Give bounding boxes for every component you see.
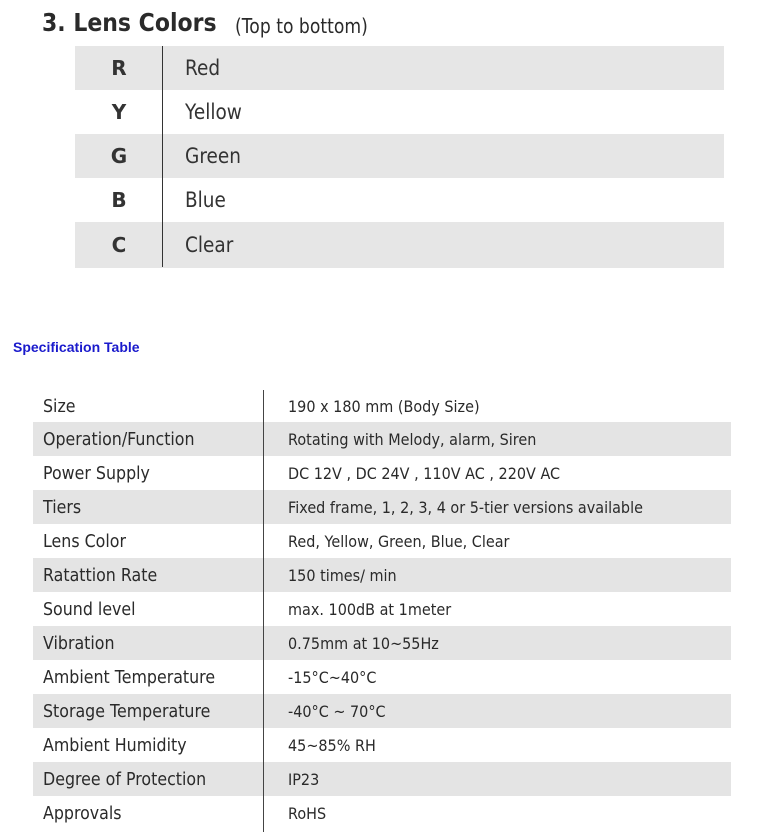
spec-value: DC 12V , DC 24V , 110V AC , 220V AC [288,463,561,483]
spec-table-divider [263,390,264,832]
spec-row-power-supply [33,456,731,490]
lens-code: R [111,56,127,80]
lens-name: Green [185,144,241,168]
spec-label: Ratattion Rate [43,564,158,586]
spec-row-ambient-humidity [33,728,731,762]
spec-table [33,390,731,830]
spec-label: Power Supply [43,462,150,484]
lens-name: Yellow [185,100,242,124]
spec-label: Ambient Temperature [43,666,216,688]
lens-code: G [110,144,128,168]
lens-colors-heading [42,8,368,38]
spec-label: Tiers [43,496,82,518]
lens-row-green [75,134,724,178]
spec-label: Degree of Protection [43,768,207,790]
spec-row-tiers [33,490,731,524]
spec-row-operation [33,422,731,456]
lens-row-clear [75,222,724,268]
lens-table-divider [162,46,163,267]
spec-value: Rotating with Melody, alarm, Siren [288,429,537,449]
spec-label: Operation/Function [43,428,195,450]
lens-name: Blue [185,188,226,212]
lens-colors-title: 3. Lens Colors [42,8,217,37]
spec-label: Sound level [43,598,136,620]
spec-value: max. 100dB at 1meter [288,599,452,619]
spec-label: Approvals [43,802,122,824]
spec-label: Vibration [43,632,115,654]
spec-value: -15°C~40°C [288,667,377,687]
spec-row-storage-temperature [33,694,731,728]
spec-row-rotation-rate [33,558,731,592]
spec-row-sound-level [33,592,731,626]
lens-code: Y [111,100,127,124]
spec-row-approvals [33,796,731,830]
spec-label: Storage Temperature [43,700,211,722]
spec-row-ambient-temperature [33,660,731,694]
spec-row-protection [33,762,731,796]
spec-value: Red, Yellow, Green, Blue, Clear [288,531,510,551]
spec-value: -40°C ~ 70°C [288,701,386,721]
lens-name: Clear [185,233,234,257]
spec-row-vibration [33,626,731,660]
lens-code: B [111,188,127,212]
spec-value: 190 x 180 mm (Body Size) [288,396,480,416]
spec-row-size [33,390,731,422]
lens-colors-table [75,46,724,268]
spec-table-title: Specification Table [13,339,140,355]
spec-value: IP23 [288,769,320,789]
lens-code: C [111,233,127,257]
spec-value: 150 times/ min [288,565,397,585]
lens-row-red [75,46,724,90]
spec-value: 0.75mm at 10~55Hz [288,633,439,653]
lens-colors-subtitle: (Top to bottom) [235,14,368,38]
lens-name: Red [185,56,221,80]
spec-value: RoHS [288,803,327,823]
spec-label: Lens Color [43,530,126,552]
spec-value: Fixed frame, 1, 2, 3, 4 or 5-tier versions available [288,497,643,517]
spec-label: Size [43,395,76,417]
spec-row-lens-color [33,524,731,558]
lens-row-blue [75,178,724,222]
lens-row-yellow [75,90,724,134]
spec-label: Ambient Humidity [43,734,187,756]
spec-value: 45~85% RH [288,735,376,755]
